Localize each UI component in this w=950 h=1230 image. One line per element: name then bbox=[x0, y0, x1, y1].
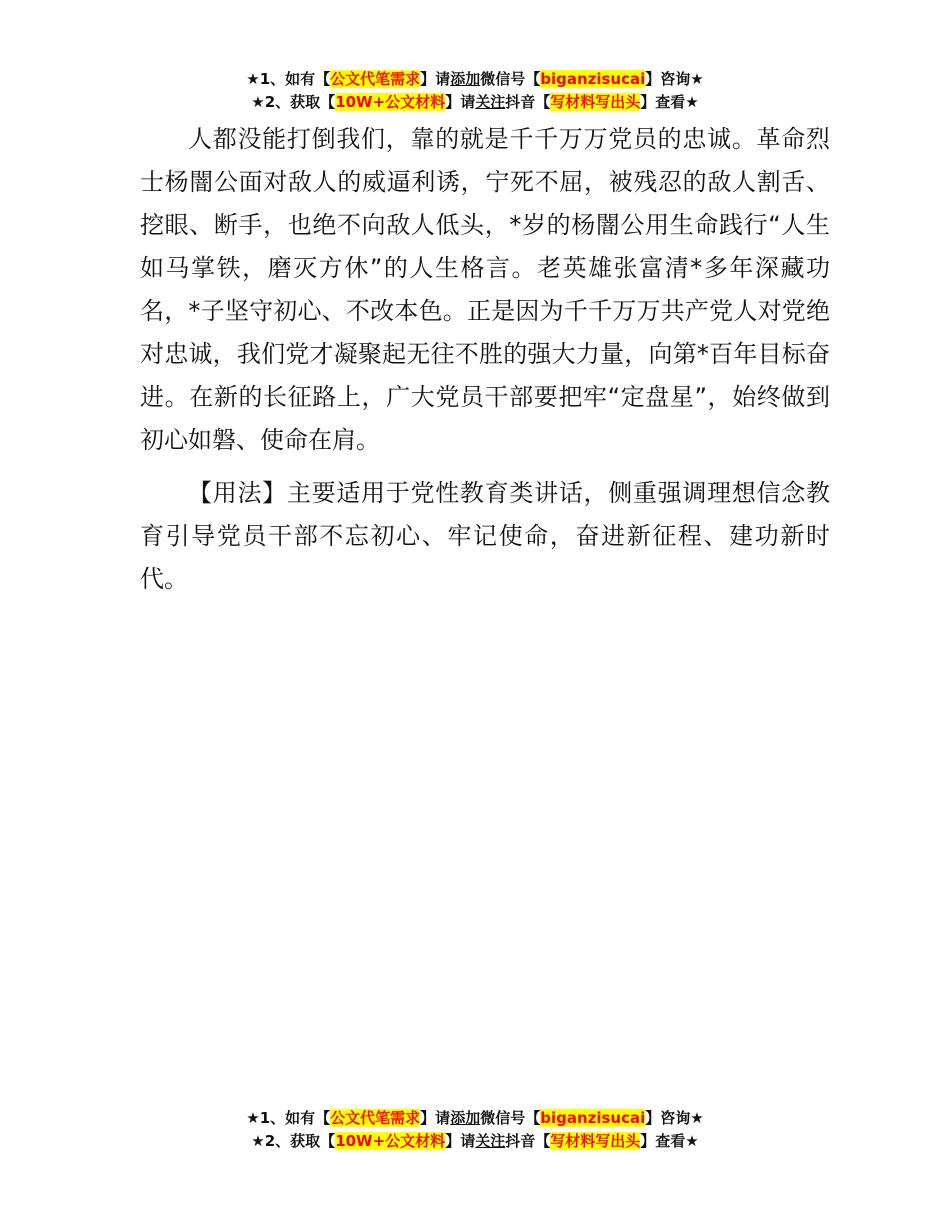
footer-banner-line-2: ★2、获取【10W+公文材料】请关注抖音【写材料写出头】查看★ bbox=[251, 1132, 699, 1150]
body-paragraph-1: 人都没能打倒我们，靠的就是千千万万党员的忠诚。革命烈士杨闇公面对敌人的威逼利诱，宁死不屈，被残忍的敌人割舌、挖眼、断手，也绝不向敌人低头，*岁的杨闇公用生命践行“人生如马掌铁，磨灭方休”的人生格言。老英雄张富清*多年深藏功名，*子坚守初心、不改本色。正是因为千千万万共产党人对党绝对忠诚，我们党才凝聚起无往不胜的强大力量，向第*百年目标奋进。在新的长征路上，广大党员干部要把牢“定盘星”，始终做到初心如磐、使命在肩。 bbox=[140, 125, 830, 454]
document-body bbox=[140, 118, 830, 611]
header-banner-line-1: ★1、如有【公文代笔需求】请添加微信号【biganzisucai】咨询★ bbox=[246, 70, 704, 88]
highlight-ghostwriting: 公文代笔需求 bbox=[330, 70, 421, 88]
footer-banner-line-1: ★1、如有【公文代笔需求】请添加微信号【biganzisucai】咨询★ bbox=[246, 1109, 704, 1127]
highlight-douyin-account: 写材料写出头 bbox=[550, 93, 641, 111]
highlight-materials: 10W+公文材料 bbox=[335, 93, 446, 111]
highlight-wechat-id: biganzisucai bbox=[540, 1109, 646, 1127]
highlight-materials: 10W+公文材料 bbox=[335, 1132, 446, 1150]
highlight-wechat-id: biganzisucai bbox=[540, 70, 646, 88]
highlight-ghostwriting: 公文代笔需求 bbox=[330, 1109, 421, 1127]
header-banner bbox=[0, 68, 950, 114]
body-paragraph-2: 【用法】主要适用于党性教育类讲话，侧重强调理想信念教育引导党员干部不忘初心、牢记使命，奋进新征程、建功新时代。 bbox=[140, 479, 830, 593]
highlight-douyin-account: 写材料写出头 bbox=[550, 1132, 641, 1150]
footer-banner bbox=[0, 1107, 950, 1153]
header-banner-line-2: ★2、获取【10W+公文材料】请关注抖音【写材料写出头】查看★ bbox=[251, 93, 699, 111]
